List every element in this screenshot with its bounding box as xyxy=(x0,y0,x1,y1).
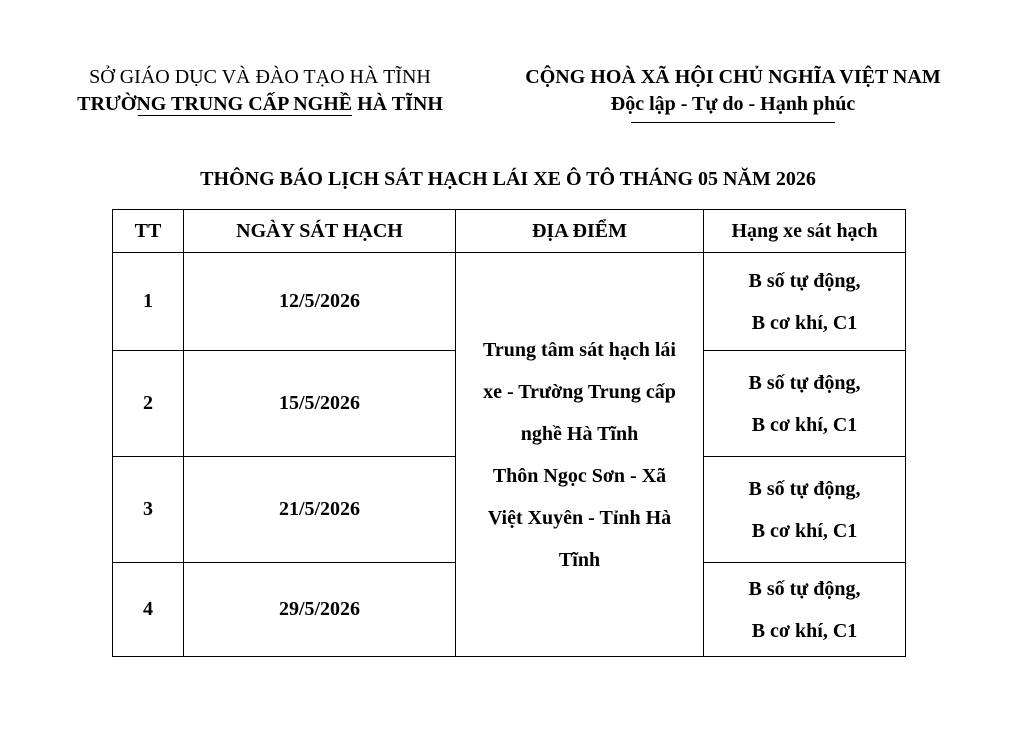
venue-text: Trung tâm sát hạch lái xe - Trường Trung cấp nghề Hà Tĩnh Thôn Ngọc Sơn - Xã Việt Xuyên - Tỉnh Hà Tĩnh xyxy=(483,338,676,571)
license-class xyxy=(704,563,906,657)
header-license-class: Hạng xe sát hạch xyxy=(704,210,906,253)
document-title: THÔNG BÁO LỊCH SÁT HẠCH LÁI XE Ô TÔ THÁNG 05 NĂM 2026 xyxy=(200,168,816,190)
license-class-line: B cơ khí, C1 xyxy=(751,619,858,642)
license-class-line: B cơ khí, C1 xyxy=(751,311,858,334)
license-class xyxy=(704,351,906,457)
row-number: 1 xyxy=(113,253,184,351)
exam-date: 21/5/2026 xyxy=(184,457,456,563)
exam-date: 12/5/2026 xyxy=(184,253,456,351)
header-location: ĐỊA ĐIỂM xyxy=(456,210,704,253)
row-number: 2 xyxy=(113,351,184,457)
school-underline xyxy=(138,115,352,116)
row-number: 3 xyxy=(113,457,184,563)
national-header xyxy=(498,64,968,118)
license-class-line: B số tự động, xyxy=(748,269,861,292)
license-class xyxy=(704,457,906,563)
header-tt: TT xyxy=(113,210,184,253)
country-name: CỘNG HOÀ XÃ HỘI CHỦ NGHĨA VIỆT NAM xyxy=(525,66,941,88)
license-class-line: B số tự động, xyxy=(748,371,861,394)
exam-date: 29/5/2026 xyxy=(184,563,456,657)
department-name: SỞ GIÁO DỤC VÀ ĐÀO TẠO HÀ TĨNH xyxy=(89,66,431,88)
motto-underline xyxy=(631,122,835,123)
exam-schedule-table xyxy=(112,209,906,657)
license-class-line: B cơ khí, C1 xyxy=(751,519,858,542)
table-header-row xyxy=(113,210,906,253)
table-row xyxy=(113,253,906,351)
school-name: TRƯỜNG TRUNG CẤP NGHỀ HÀ TĨNH xyxy=(77,93,443,115)
license-class-line: B cơ khí, C1 xyxy=(751,413,858,436)
row-number: 4 xyxy=(113,563,184,657)
header-exam-date: NGÀY SÁT HẠCH xyxy=(184,210,456,253)
license-class-line: B số tự động, xyxy=(748,577,861,600)
exam-location xyxy=(456,253,704,657)
issuer-header xyxy=(40,64,480,118)
national-motto: Độc lập - Tự do - Hạnh phúc xyxy=(610,93,856,115)
license-class xyxy=(704,253,906,351)
exam-date: 15/5/2026 xyxy=(184,351,456,457)
license-class-line: B số tự động, xyxy=(748,477,861,500)
